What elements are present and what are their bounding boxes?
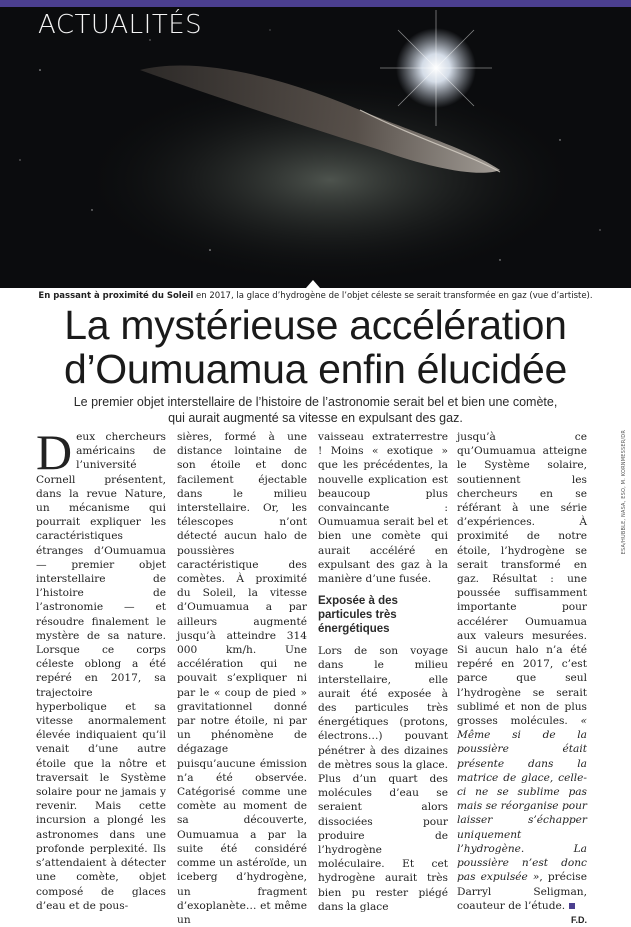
photo-credit: ESA/HUBBLE, NASA, ESO, M. KORNMESSER/DR: [621, 430, 627, 555]
image-caption: [0, 291, 631, 301]
standfirst-line-1: Le premier objet interstellaire de l’histoire de l’astronomie serait bel et bien une comète,: [73, 395, 558, 409]
column-4-text-b: , précise Darryl Seligman, coauteur de l’étude.: [457, 871, 587, 912]
quote: « Même si de la poussière était présente dans la matrice de glace, celle-ci ne se sublime pas mais se réorganise pour laisser s’échapper uniquement l’hydrogène. La poussière n’est donc pas expulsée »: [457, 715, 587, 884]
title-line-1: La mystérieuse accélération: [64, 302, 567, 348]
column-1: [36, 424, 166, 913]
standfirst-line-2: qui aurait augmenté sa vitesse en expulsant des gaz.: [168, 411, 463, 425]
top-accent-notch: [38, 0, 50, 7]
end-mark-icon: [569, 903, 575, 909]
caption-bold: En passant à proximité du Soleil: [38, 291, 194, 301]
column-4-text-a: jusqu’à ce qu’Oumuamua atteigne le Système solaire, soutiennent les chercheurs en se référant à une série d’expériences. À proximité de notre étoile, l’hydrogène se serait transformé en gaz. Résultat : une poussée suffisamment importante pour accélérer Oumuamua aux valeurs mesurées. Si aucun halo n’a été repéré en 2017, c’est parce que seul l’hydrogène se serait sublimé et non de plus grosses molécules.: [457, 431, 587, 728]
column-1-text: eux chercheurs américains de l’université Cornell présentent, dans la revue Nature, un mécanisme qui pourrait expliquer les caractéristiques étranges d’Oumuamua — premier objet interstellaire de l’histoire de l’astronomie — et résoudre finalement le mystère de sa nature. Lorsque ce corps céleste oblong a été repéré en 2017, sa trajectoire hyperbolique et sa vitesse anormalement élevée indiquaient qu’il venait d’une autre étoile que la nôtre et traversait le Système solaire pour ne jamais y revenir. Mais cette incursion a plongé les astronomes dans une profonde perplexité. Ils s’attendaient à détecter une comète, objet composé de glaces d’eau et de pous-: [36, 431, 166, 912]
column-2-text: sières, formé à une distance lointaine de son étoile et donc facilement éjectable dans le milieu interstellaire. Or, les télescopes n’ont détecté aucun halo de poussières caractéristique des comètes. À proximité du Soleil, la vitesse d’Oumuamua a par ailleurs augmenté jusqu’à atteindre 314 000 km/h. Une accélération qui ne pouvait s’expliquer ni par le « coup de pied » gravitationnel donné par notre étoile, ni par un phénomène de dégazage puisqu’aucune émission n’a été observée. Catégorisé comme une comète au moment de sa découverte, Oumuamua a par la suite été considéré comme un astéroïde, un iceberg d’hydrogène, un fragment d’exoplanète… et même un: [177, 431, 307, 926]
standfirst: [70, 394, 561, 426]
column-2: [177, 430, 307, 927]
column-4: [457, 430, 587, 927]
drop-cap: D: [36, 424, 73, 480]
section-label: ACTUALITÉS: [38, 10, 203, 40]
hero-image: [0, 0, 631, 288]
author-signature: F.D.: [570, 914, 587, 925]
column-3-text-a: vaisseau extraterrestre ! Moins « exotique » que les précédentes, la nouvelle explication est beaucoup plus convaincante : Oumuamua serait bel et bien une comète qui aurait accéléré en expulsant des gaz à la manière d’une fusée.: [318, 431, 448, 586]
subheading: Exposée à des particules très énergétiques: [318, 595, 398, 636]
oumuamua-illustration: [0, 0, 631, 288]
caption-text: en 2017, la glace d’hydrogène de l’objet céleste se serait transformée en gaz (vue d’artiste).: [193, 291, 593, 301]
top-accent-bar: [0, 0, 631, 7]
column-3: [318, 430, 448, 914]
article-title: [0, 303, 631, 391]
column-3-text-b: Lors de son voyage dans le milieu interstellaire, elle aurait été exposée à des particules très énergétiques (protons, électrons…) pouvant pénétrer à des dizaines de mètres sous la glace. Plus d’un quart des molécules d’eau se seraient alors dissociées pour produire de l’hydrogène moléculaire. Et cet hydrogène aurait très bien pu rester piégé dans la glace: [318, 645, 448, 913]
title-line-2: d’Oumuamua enfin élucidée: [63, 346, 568, 392]
